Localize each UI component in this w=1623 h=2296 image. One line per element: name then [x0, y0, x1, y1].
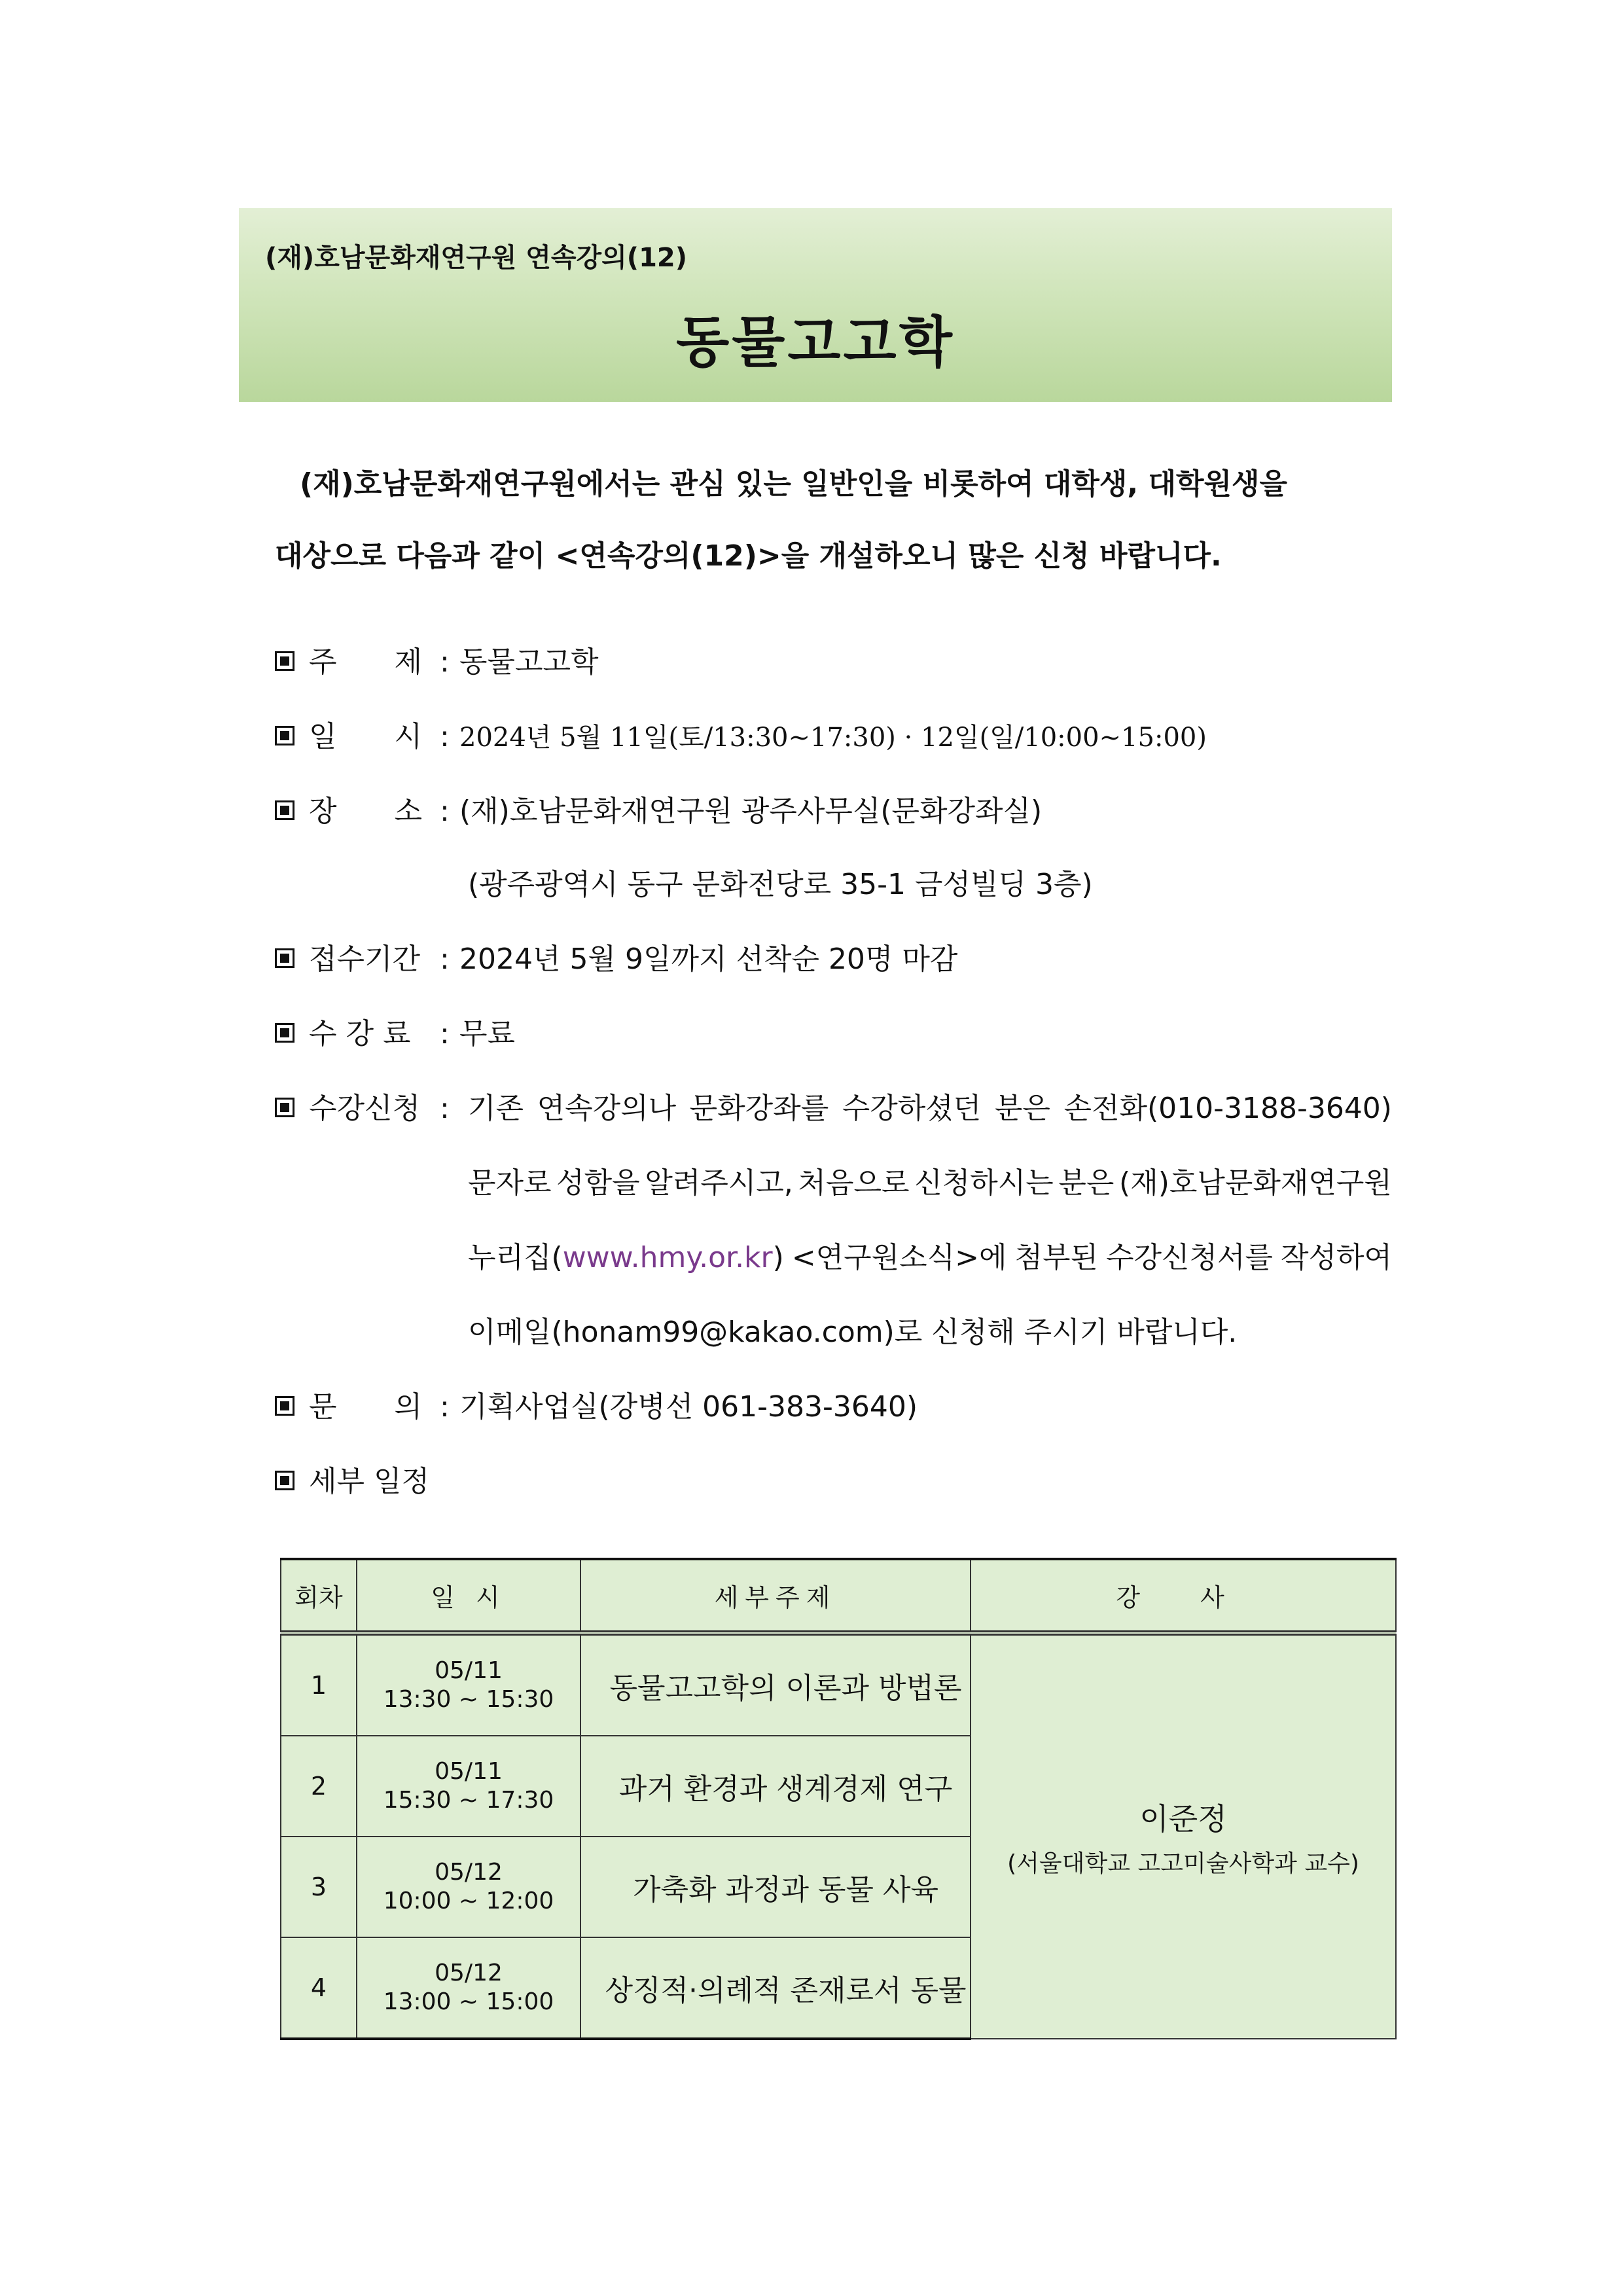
info-fee [275, 1014, 515, 1054]
separator: : [440, 1390, 450, 1424]
info-value: 기획사업실(강병선 061-383-3640) [459, 1390, 918, 1424]
word: 성함을 [556, 1166, 640, 1200]
apply-line-1 [468, 1089, 1392, 1128]
word: 손전화(010-3188-3640) [1063, 1092, 1392, 1125]
session-no: 4 [281, 1937, 357, 2039]
word: (재)호남문화재연구원 [1119, 1166, 1392, 1200]
lecturer-affiliation: (서울대학교 고고미술사학과 교수) [1007, 1850, 1359, 1877]
session-no: 3 [281, 1837, 357, 1937]
square-bullet-icon [275, 651, 294, 671]
session-time: 13:30 ~ 15:30 [383, 1686, 554, 1713]
separator: : [440, 942, 450, 976]
square-bullet-icon [275, 1098, 294, 1117]
col-header-no: 회차 [281, 1559, 357, 1633]
homepage-ref [468, 1238, 784, 1278]
separator: : [440, 645, 450, 679]
apply-line-2 [468, 1164, 1392, 1203]
session-time: 10:00 ~ 12:00 [383, 1888, 554, 1914]
square-bullet-icon [275, 726, 294, 745]
session-date: 05/11 [435, 1758, 503, 1785]
info-value: 2024년 5월 9일까지 선착순 20명 마감 [459, 942, 958, 976]
word: 수강하셨던 [842, 1092, 982, 1125]
session-datetime [357, 1937, 580, 2039]
schedule-heading: 세부 일정 [309, 1465, 430, 1498]
session-datetime [357, 1837, 580, 1937]
homepage-link[interactable]: www.hmy.or.kr [562, 1241, 773, 1274]
intro-paragraph [275, 463, 1348, 607]
info-date [275, 717, 1207, 757]
info-label: 문 의 [309, 1390, 423, 1424]
square-bullet-icon [275, 800, 294, 820]
page-title: 동물고고학 [676, 310, 955, 374]
col-header-date: 일 시 [357, 1559, 580, 1633]
info-value: 무료 [459, 1017, 516, 1050]
word: 누리집( [468, 1241, 563, 1274]
table-row [281, 1633, 1396, 1736]
info-label: 주 제 [309, 645, 423, 679]
series-label: (재)호남문화재연구원 연속강의(12) [265, 243, 688, 273]
word: 연속강의나 [537, 1092, 677, 1125]
square-bullet-icon [275, 1023, 294, 1043]
info-label: 장 소 [309, 795, 423, 828]
word: 분은 [1058, 1166, 1115, 1200]
word: 수강신청서를 [1105, 1241, 1274, 1274]
word: ) [772, 1241, 784, 1274]
col-header-lecturer: 강 사 [971, 1559, 1396, 1633]
info-apply [275, 1089, 459, 1128]
info-topic [275, 643, 599, 682]
word: 작성하여 [1280, 1241, 1392, 1274]
separator: : [440, 1017, 450, 1050]
apply-line-4: 이메일(honam99@kakao.com)로 신청해 주시기 바랍니다. [468, 1316, 1238, 1349]
session-date: 05/11 [435, 1657, 503, 1684]
intro-line-2: 대상으로 다음과 같이 <연속강의(12)>을 개설하오니 많은 신청 바랍니다. [275, 539, 1222, 573]
info-value: (재)호남문화재연구원 광주사무실(문화강좌실) [459, 795, 1043, 828]
schedule-table [280, 1558, 1397, 2040]
word: 분은 [994, 1092, 1050, 1125]
info-contact [275, 1388, 918, 1427]
session-date: 05/12 [435, 1960, 503, 1986]
separator: : [440, 1092, 450, 1125]
info-label: 수강신청 [309, 1092, 421, 1125]
session-topic: 과거 환경과 생계경제 연구 [580, 1736, 971, 1837]
info-label: 접수기간 [309, 942, 421, 976]
col-header-topic: 세부주제 [580, 1559, 971, 1633]
info-schedule-heading [275, 1462, 429, 1501]
info-value: 동물고고학 [459, 645, 599, 679]
info-period [275, 940, 957, 979]
separator: : [440, 795, 450, 828]
session-time: 15:30 ~ 17:30 [383, 1787, 554, 1814]
square-bullet-icon [275, 1471, 294, 1490]
apply-line-3 [468, 1238, 1392, 1278]
session-datetime [357, 1736, 580, 1837]
square-bullet-icon [275, 1396, 294, 1416]
word: 문자로 [468, 1166, 552, 1200]
session-no: 2 [281, 1736, 357, 1837]
session-no: 1 [281, 1633, 357, 1736]
separator: : [440, 720, 450, 753]
table-header-row [281, 1559, 1396, 1633]
session-datetime [357, 1633, 580, 1736]
square-bullet-icon [275, 948, 294, 968]
lecturer-cell [971, 1633, 1396, 2039]
word: 알려주시고, [645, 1166, 793, 1200]
lecturer-name: 이준정 [1139, 1801, 1227, 1837]
session-topic: 동물고고학의 이론과 방법론 [580, 1633, 971, 1736]
word: 기존 [468, 1092, 524, 1125]
word: 문화강좌를 [689, 1092, 829, 1125]
title-banner [239, 208, 1392, 402]
session-time: 13:00 ~ 15:00 [383, 1988, 554, 2015]
word: 처음으로 [798, 1166, 910, 1200]
word: <연구원소식>에 [791, 1241, 1007, 1274]
info-label: 일 시 [309, 720, 423, 753]
session-date: 05/12 [435, 1859, 503, 1886]
info-value: 2024년 5월 11일(토/13:30~17:30) · 12일(일/10:00~15:00) [459, 723, 1207, 753]
session-topic: 상징적·의례적 존재로서 동물 [580, 1937, 971, 2039]
word: 첨부된 [1014, 1241, 1099, 1274]
place-address: (광주광역시 동구 문화전당로 35-1 금성빌딩 3층) [468, 868, 1093, 901]
info-label: 수 강 료 [309, 1017, 411, 1050]
word: 신청하시는 [914, 1166, 1054, 1200]
session-topic: 가축화 과정과 동물 사육 [580, 1837, 971, 1937]
info-place [275, 792, 1042, 831]
intro-line-1: (재)호남문화재연구원에서는 관심 있는 일반인을 비롯하여 대학생, 대학원생을 [300, 467, 1287, 501]
